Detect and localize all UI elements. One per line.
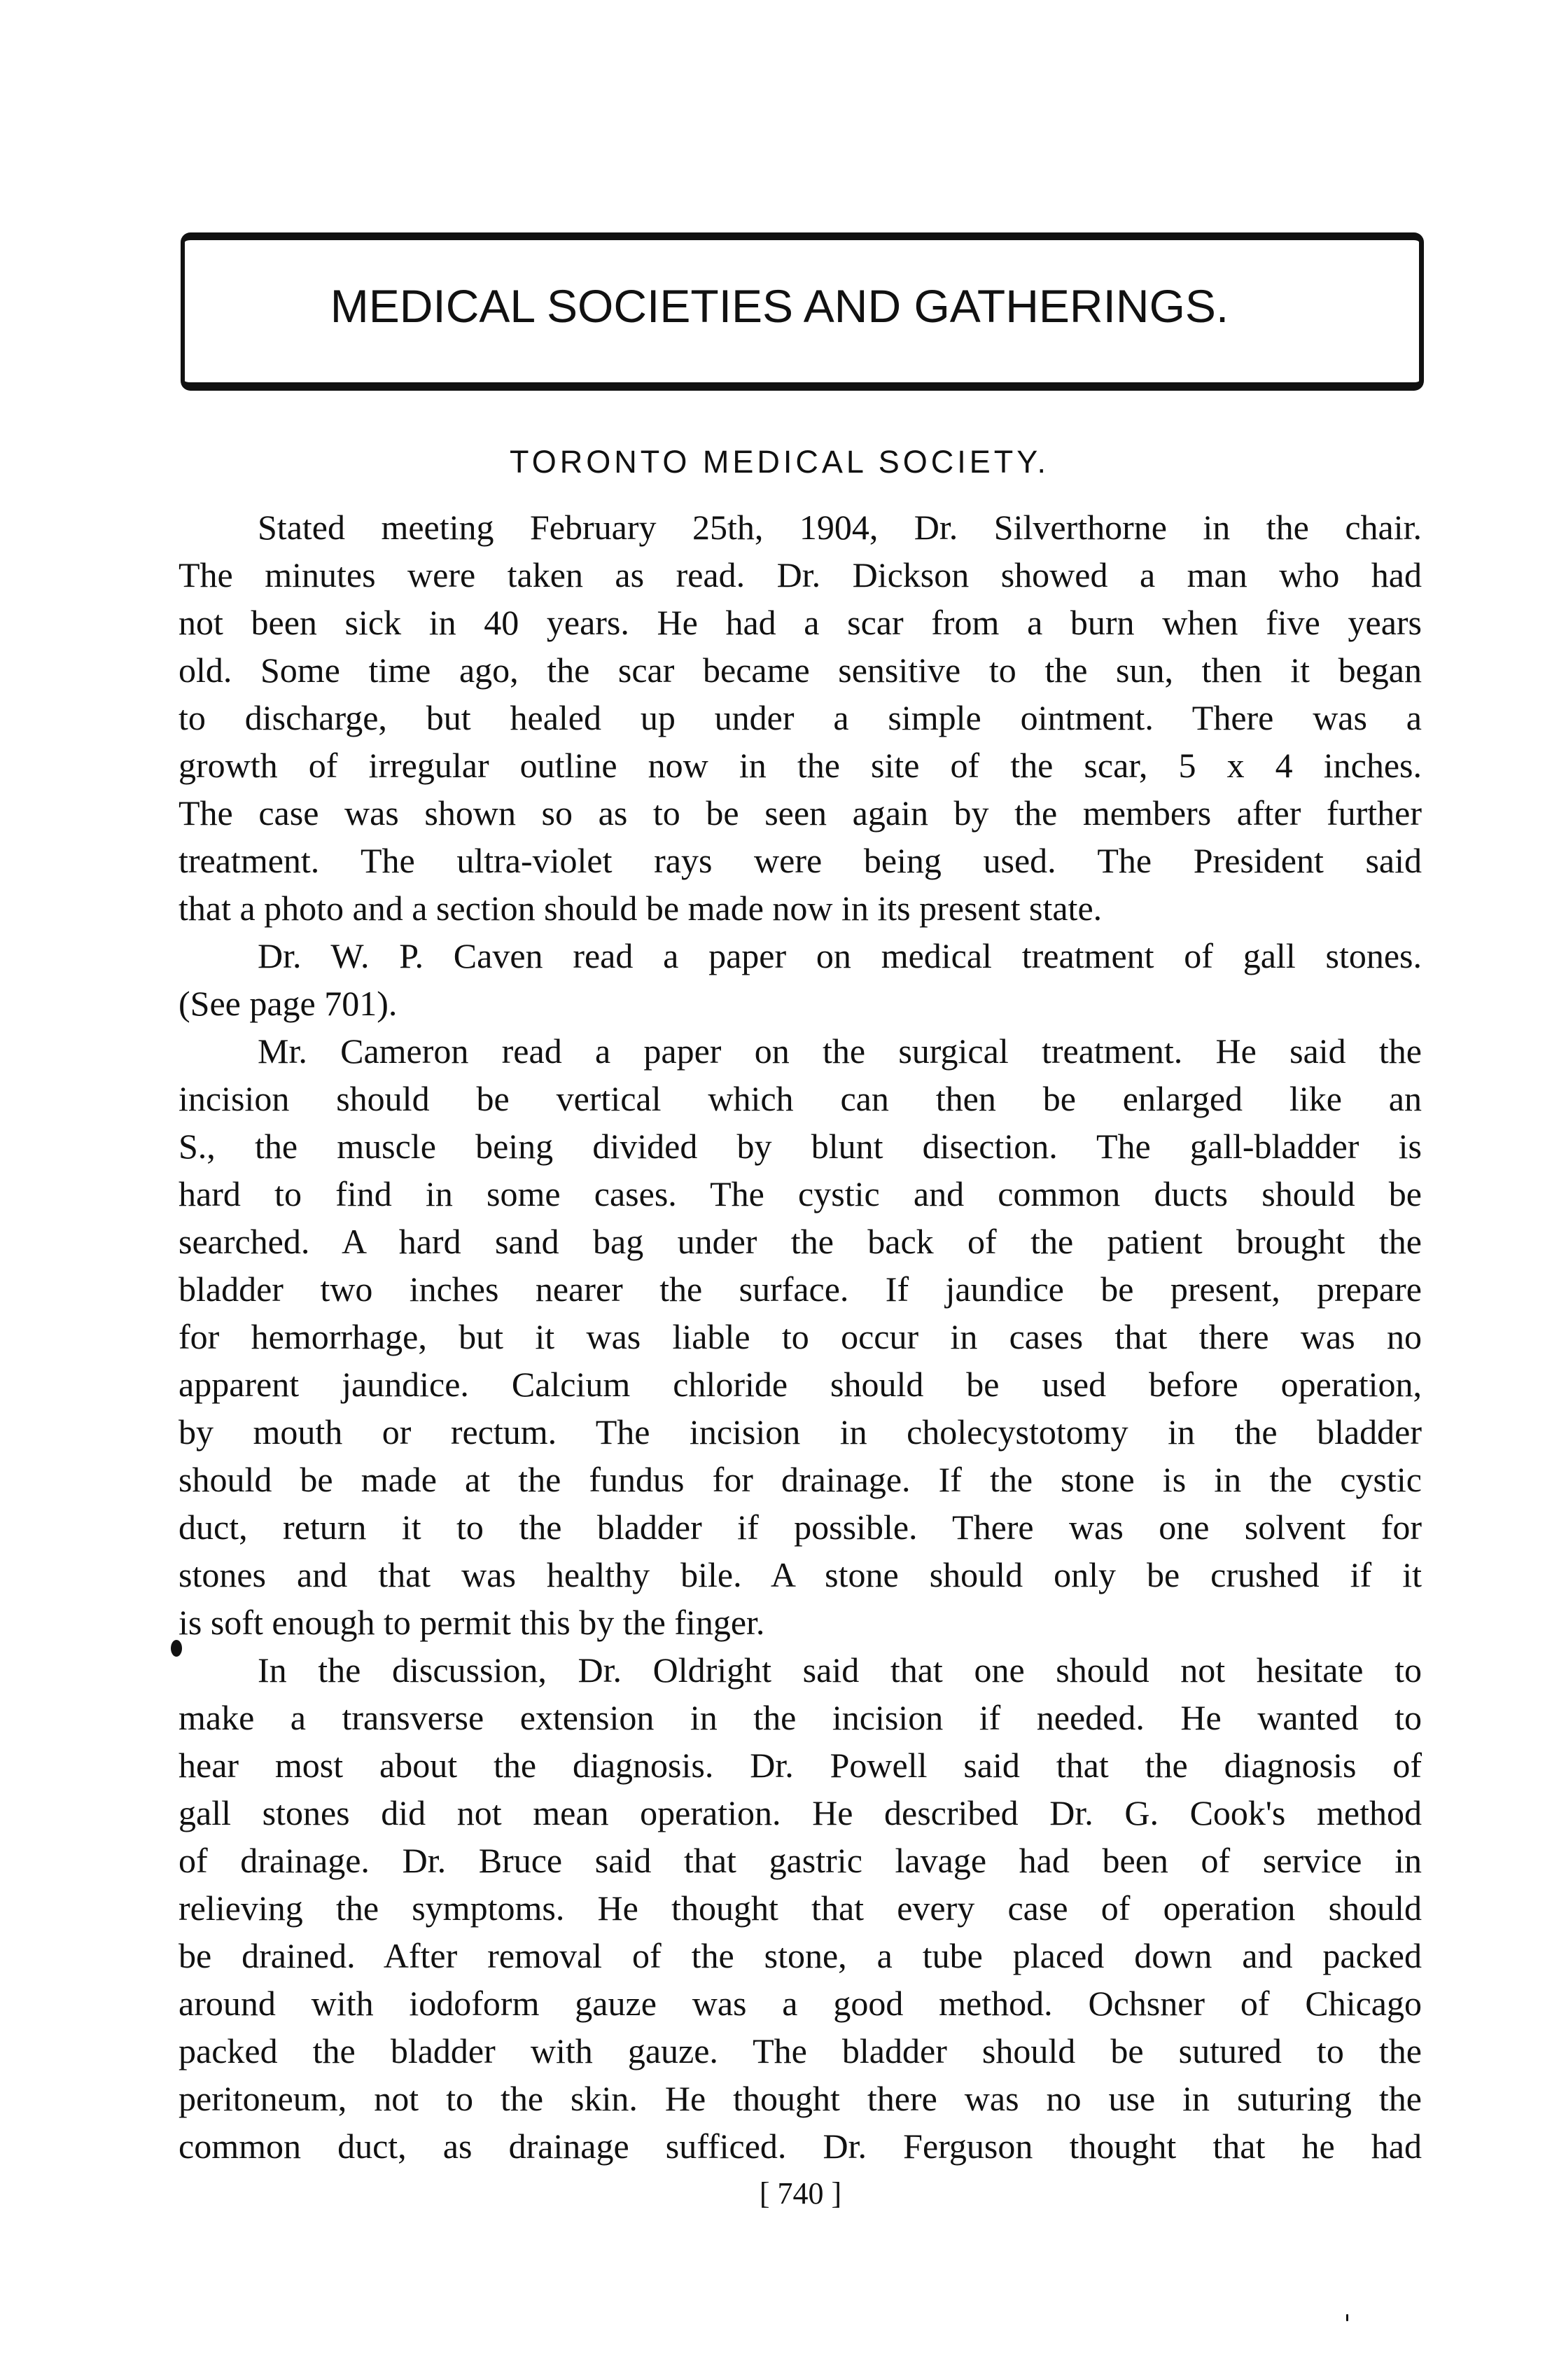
text-line: S., the muscle being divided by blunt disection. The gall-bladder is [179, 1127, 1422, 1166]
text-line: of drainage. Dr. Bruce said that gastric lavage had been of service in [179, 1841, 1422, 1880]
paragraph [179, 1027, 1422, 1646]
text-line: hard to find in some cases. The cystic and common ducts should be [179, 1174, 1422, 1213]
text-line: relieving the symptoms. He thought that every case of operation should [179, 1888, 1422, 1928]
text-line: for hemorrhage, but it was liable to occur in cases that there was no [179, 1317, 1422, 1356]
text-line: Dr. W. P. Caven read a paper on medical treatment of gall stones. [258, 936, 1422, 975]
text-line: to discharge, but healed up under a simple ointment. There was a [179, 698, 1422, 737]
text-line: Mr. Cameron read a paper on the surgical treatment. He said the [258, 1031, 1422, 1071]
text-line: common duct, as drainage sufficed. Dr. Ferguson thought that he had [179, 2127, 1422, 2166]
text-line: treatment. The ultra-violet rays were being used. The President said [179, 841, 1422, 880]
text-line: The minutes were taken as read. Dr. Dickson showed a man who had [179, 555, 1422, 594]
text-line: hear most about the diagnosis. Dr. Powell said that the diagnosis of [179, 1746, 1422, 1785]
text-line: The case was shown so as to be seen again by the members after further [179, 793, 1422, 833]
text-line: (See page 701). [179, 984, 398, 1023]
text-line: apparent jaundice. Calcium chloride should be used before operation, [179, 1365, 1422, 1404]
text-line: bladder two inches nearer the surface. If jaundice be present, prepare [179, 1269, 1422, 1309]
text-line: old. Some time ago, the scar became sensitive to the sun, then it began [179, 650, 1422, 690]
text-line: should be made at the fundus for drainage. If the stone is in the cystic [179, 1460, 1422, 1499]
society-heading: TORONTO MEDICAL SOCIETY. [510, 444, 1049, 480]
text-line: by mouth or rectum. The incision in cholecystotomy in the bladder [179, 1412, 1422, 1452]
scan-speck-mark [171, 1640, 182, 1657]
paragraph [179, 932, 1422, 1027]
text-line: around with iodoform gauze was a good method. Ochsner of Chicago [179, 1984, 1422, 2023]
paragraph [179, 1646, 1422, 2170]
paragraph [179, 503, 1422, 932]
text-line: not been sick in 40 years. He had a scar from a burn when five years [179, 603, 1422, 642]
article-body [179, 503, 1422, 2170]
text-line: peritoneum, not to the skin. He thought there was no use in suturing the [179, 2079, 1422, 2118]
text-line: stones and that was healthy bile. A stone should only be crushed if it [179, 1555, 1422, 1594]
text-line: duct, return it to the bladder if possible. There was one solvent for [179, 1508, 1422, 1547]
text-line: gall stones did not mean operation. He described Dr. G. Cook's method [179, 1793, 1422, 1832]
text-line: make a transverse extension in the incision if needed. He wanted to [179, 1698, 1422, 1737]
text-line: Stated meeting February 25th, 1904, Dr. Silverthorne in the chair. [258, 508, 1422, 547]
text-line: incision should be vertical which can then be enlarged like an [179, 1079, 1422, 1118]
text-line: is soft enough to permit this by the finger. [179, 1603, 765, 1642]
text-line: packed the bladder with gauze. The bladder should be sutured to the [179, 2031, 1422, 2071]
text-line: that a photo and a section should be made now in its present state. [179, 889, 1103, 928]
text-line: searched. A hard sand bag under the back of the patient brought the [179, 1222, 1422, 1261]
page-number: [ 740 ] [759, 2176, 842, 2211]
scan-dot-mark [1346, 2314, 1348, 2321]
text-line: be drained. After removal of the stone, a tube placed down and packed [179, 1936, 1422, 1975]
text-line: growth of irregular outline now in the site of the scar, 5 x 4 inches. [179, 746, 1422, 785]
section-header-title: MEDICAL SOCIETIES AND GATHERINGS. [330, 280, 1229, 332]
text-line: In the discussion, Dr. Oldright said that one should not hesitate to [258, 1650, 1422, 1690]
